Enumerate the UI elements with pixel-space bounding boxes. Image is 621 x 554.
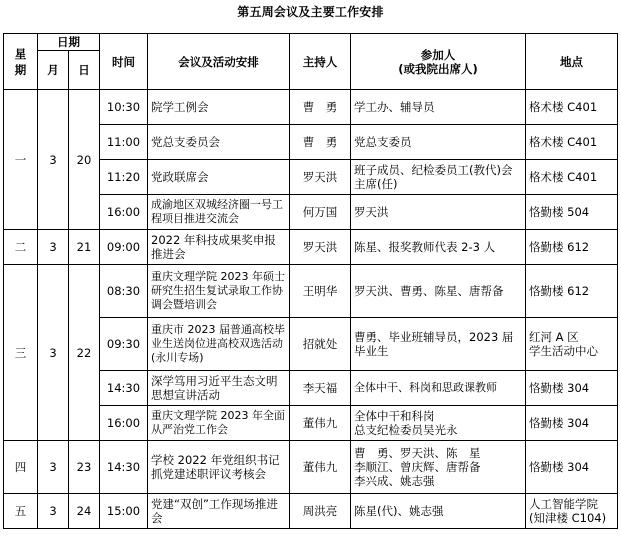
participants-cell: 班子成员、纪检委员工(教代)会主席(任) [351, 160, 526, 195]
location-cell: 恪勤楼 612 [526, 265, 618, 318]
header-weekday: 星 期 [4, 34, 38, 90]
time-cell: 16:00 [100, 406, 148, 441]
header-host: 主持人 [290, 34, 351, 90]
weekday-cell: 二 [4, 230, 38, 265]
header-time: 时间 [100, 34, 148, 90]
day-cell: 23 [69, 441, 100, 494]
weekday-cell: 四 [4, 441, 38, 494]
month-cell: 3 [38, 90, 69, 230]
host-cell: 周洪亮 [290, 494, 351, 529]
location-cell: 人工智能学院 (知津楼 C104) [526, 494, 618, 529]
month-cell: 3 [38, 265, 69, 441]
location-cell: 格术楼 C401 [526, 90, 618, 125]
header-date: 日期 [38, 34, 100, 51]
host-cell: 罗天洪 [290, 230, 351, 265]
table-row [4, 441, 618, 494]
header-location: 地点 [526, 34, 618, 90]
time-cell: 09:00 [100, 230, 148, 265]
host-cell: 董伟九 [290, 441, 351, 494]
participants-cell: 曹 勇、罗天洪、陈 星 李顺江、曾庆辉、唐帮备 李兴成、姚志强 [351, 441, 526, 494]
participants-cell: 全体中干和科岗 总支纪检委员吴光永 [351, 406, 526, 441]
header-day: 日 [69, 51, 100, 90]
header-meeting: 会议及活动安排 [148, 34, 290, 90]
table-row [4, 265, 618, 318]
time-cell: 14:30 [100, 441, 148, 494]
weekday-cell: 一 [4, 90, 38, 230]
location-cell: 恪勤楼 304 [526, 406, 618, 441]
day-cell: 20 [69, 90, 100, 230]
location-cell: 恪勤楼 304 [526, 371, 618, 406]
participants-cell: 全体中干、科岗和思政课教师 [351, 371, 526, 406]
time-cell: 08:30 [100, 265, 148, 318]
time-cell: 09:30 [100, 318, 148, 371]
host-cell: 曹 勇 [290, 90, 351, 125]
meeting-cell: 重庆文理学院 2023 年硕士研究生招生复试录取工作协调会暨培训会 [148, 265, 290, 318]
table-row [4, 90, 618, 125]
host-cell: 何万国 [290, 195, 351, 230]
header-row [4, 34, 618, 51]
header-participants: 参加人 (或我院出席人) [351, 34, 526, 90]
day-cell: 24 [69, 494, 100, 529]
meeting-cell: 重庆文理学院 2023 年全面从严治党工作会 [148, 406, 290, 441]
meeting-cell: 2022 年科技成果奖申报推进会 [148, 230, 290, 265]
day-cell: 21 [69, 230, 100, 265]
table-row [4, 230, 618, 265]
meeting-cell: 成渝地区双城经济圈一号工程项目推进交流会 [148, 195, 290, 230]
time-cell: 15:00 [100, 494, 148, 529]
month-cell: 3 [38, 494, 69, 529]
meeting-cell: 党建“双创”工作现场推进会 [148, 494, 290, 529]
location-cell: 恪勤楼 304 [526, 441, 618, 494]
location-cell: 恪勤楼 504 [526, 195, 618, 230]
weekday-cell: 五 [4, 494, 38, 529]
time-cell: 10:30 [100, 90, 148, 125]
location-cell: 红河 A 区 学生活动中心 [526, 318, 618, 371]
meeting-cell: 党总支委员会 [148, 125, 290, 160]
host-cell: 曹 勇 [290, 125, 351, 160]
meeting-cell: 院学工例会 [148, 90, 290, 125]
participants-cell: 罗天洪 [351, 195, 526, 230]
location-cell: 格术楼 C401 [526, 125, 618, 160]
host-cell: 罗天洪 [290, 160, 351, 195]
participants-cell: 党总支委员 [351, 125, 526, 160]
location-cell: 恪勤楼 612 [526, 230, 618, 265]
participants-cell: 曹勇、毕业班辅导员，2023 届毕业生 [351, 318, 526, 371]
time-cell: 16:00 [100, 195, 148, 230]
participants-cell: 陈星、报奖教师代表 2-3 人 [351, 230, 526, 265]
meeting-cell: 重庆市 2023 届普通高校毕业生送岗位进高校双选活动(永川专场) [148, 318, 290, 371]
host-cell: 招就处 [290, 318, 351, 371]
meeting-cell: 党政联席会 [148, 160, 290, 195]
day-cell: 22 [69, 265, 100, 441]
meeting-cell: 深学笃用习近平生态文明思想宣讲活动 [148, 371, 290, 406]
header-month: 月 [38, 51, 69, 90]
time-cell: 11:20 [100, 160, 148, 195]
participants-cell: 罗天洪、曹勇、陈星、唐帮备 [351, 265, 526, 318]
time-cell: 14:30 [100, 371, 148, 406]
host-cell: 董伟九 [290, 406, 351, 441]
meeting-cell: 学校 2022 年党组织书记抓党建述职评议考核会 [148, 441, 290, 494]
host-cell: 李天福 [290, 371, 351, 406]
participants-cell: 陈星(代)、姚志强 [351, 494, 526, 529]
schedule-table [3, 33, 618, 529]
participants-cell: 学工办、辅导员 [351, 90, 526, 125]
weekday-cell: 三 [4, 265, 38, 441]
time-cell: 11:00 [100, 125, 148, 160]
page-title: 第五周会议及主要工作安排 [237, 5, 384, 19]
table-row [4, 494, 618, 529]
host-cell: 王明华 [290, 265, 351, 318]
location-cell: 格术楼 C401 [526, 160, 618, 195]
month-cell: 3 [38, 441, 69, 494]
month-cell: 3 [38, 230, 69, 265]
